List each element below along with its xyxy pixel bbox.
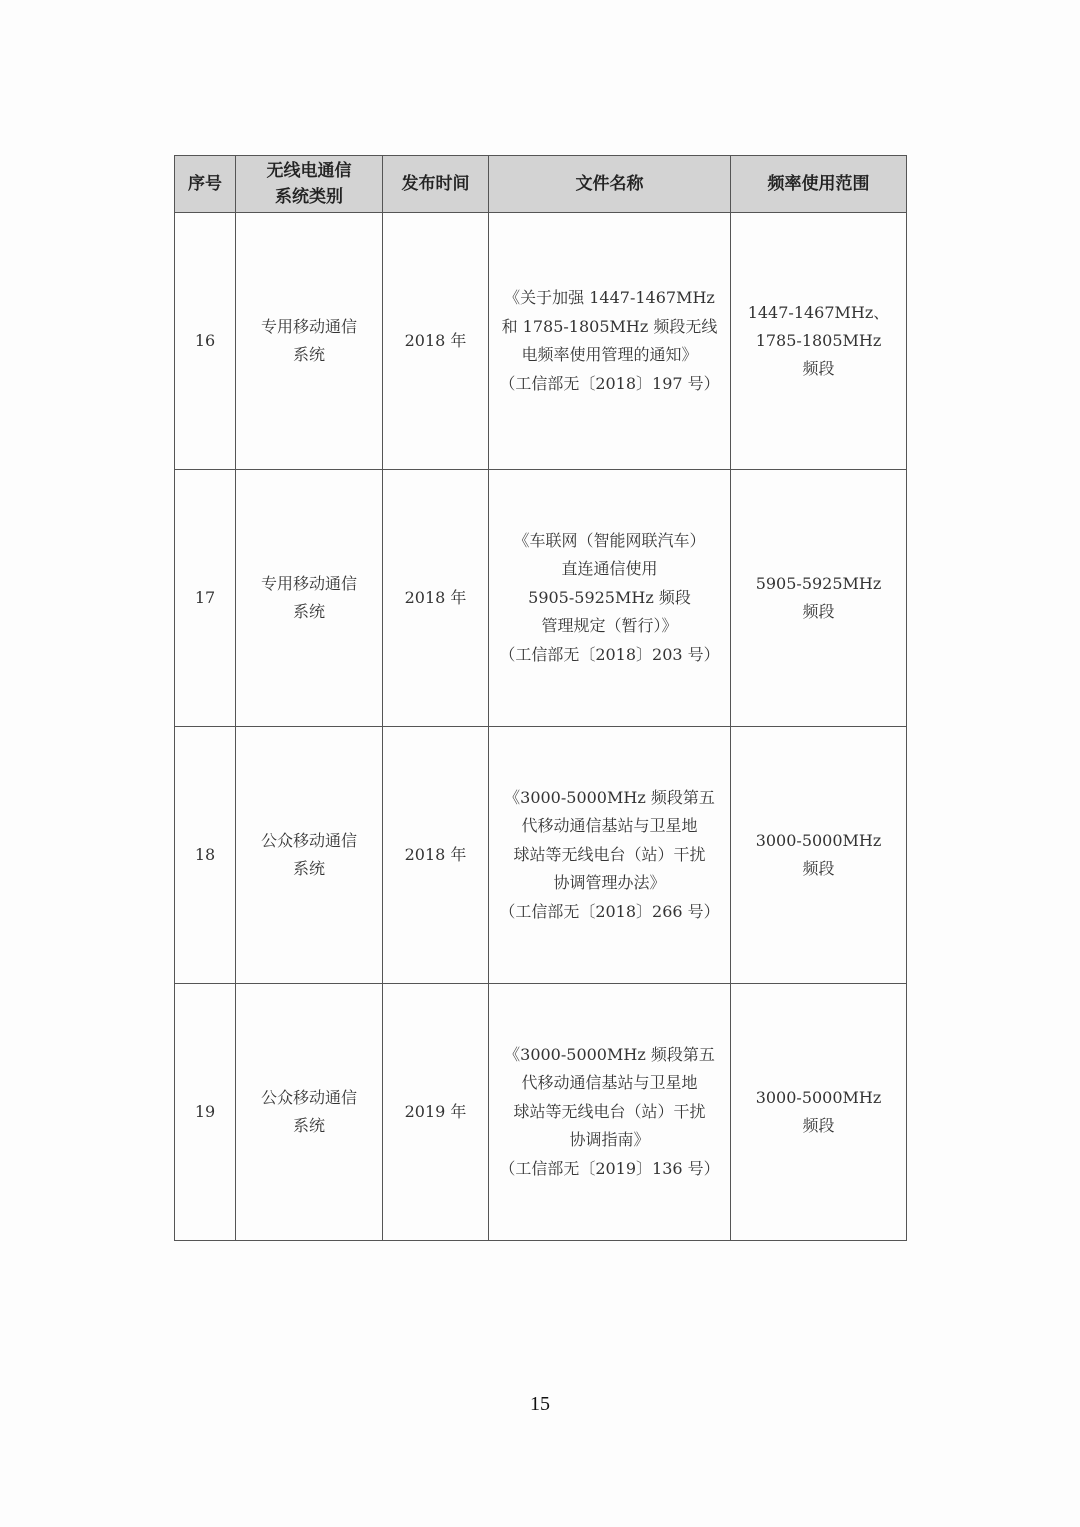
cell-category xyxy=(236,470,383,727)
doc-line: 电频率使用管理的通知》 xyxy=(521,345,698,364)
freq-line: 3000-5000MHz xyxy=(755,831,882,850)
cell-freq xyxy=(731,984,907,1241)
header-freq-range: 频率使用范围 xyxy=(731,156,907,213)
cell-freq xyxy=(731,213,907,470)
category-line: 系统 xyxy=(292,1116,325,1135)
category-line: 专用移动通信 xyxy=(260,317,357,336)
freq-line: 频段 xyxy=(802,602,835,621)
freq-line: 1785-1805MHz xyxy=(755,331,882,350)
doc-line: 《3000-5000MHz 频段第五 xyxy=(504,1044,715,1064)
cell-date: 2018 年 xyxy=(383,470,489,727)
category-line: 系统 xyxy=(292,345,325,364)
table-row xyxy=(175,213,907,470)
doc-line: 代移动通信基站与卫星地 xyxy=(521,816,698,836)
freq-line: 频段 xyxy=(802,1116,835,1135)
doc-line: 直连通信使用 xyxy=(561,559,658,579)
freq-line: 频段 xyxy=(802,359,835,378)
category-line: 公众移动通信 xyxy=(260,831,357,850)
header-category-line2: 系统类别 xyxy=(275,187,343,207)
doc-line: （工信部无〔2018〕203 号） xyxy=(499,644,720,664)
header-index: 序号 xyxy=(175,156,236,213)
cell-date: 2018 年 xyxy=(383,727,489,984)
table-row xyxy=(175,984,907,1241)
cell-category xyxy=(236,984,383,1241)
doc-line: 《关于加强 1447-1467MHz xyxy=(504,288,715,307)
category-line: 公众移动通信 xyxy=(260,1088,357,1107)
doc-line: 《车联网（智能网联汽车） xyxy=(513,530,706,550)
doc-line: 和 1785-1805MHz 频段无线 xyxy=(501,316,718,336)
doc-line: （工信部无〔2018〕266 号） xyxy=(499,901,720,921)
cell-freq xyxy=(731,727,907,984)
cell-category xyxy=(236,213,383,470)
category-line: 系统 xyxy=(292,602,325,621)
cell-doc-name xyxy=(489,470,731,727)
cell-date: 2018 年 xyxy=(383,213,489,470)
doc-line: （工信部无〔2018〕197 号） xyxy=(499,373,720,393)
table-row xyxy=(175,470,907,727)
doc-line: 管理规定（暂行）》 xyxy=(541,616,678,636)
cell-index: 16 xyxy=(175,213,236,470)
cell-category xyxy=(236,727,383,984)
header-category-line1: 无线电通信 xyxy=(266,161,352,181)
cell-doc-name xyxy=(489,984,731,1241)
cell-freq xyxy=(731,470,907,727)
cell-doc-name xyxy=(489,727,731,984)
freq-line: 1447-1467MHz、 xyxy=(747,303,890,322)
doc-line: 球站等无线电台（站）干扰 xyxy=(513,844,706,864)
frequency-regulation-table xyxy=(174,155,907,1241)
header-category xyxy=(236,156,383,213)
freq-line: 频段 xyxy=(802,859,835,878)
doc-line: 《3000-5000MHz 频段第五 xyxy=(504,787,715,807)
freq-line: 5905-5925MHz xyxy=(755,574,882,593)
table-row xyxy=(175,727,907,984)
doc-line: 代移动通信基站与卫星地 xyxy=(521,1073,698,1093)
cell-doc-name xyxy=(489,213,731,470)
doc-line: 5905-5925MHz 频段 xyxy=(528,587,691,607)
header-date: 发布时间 xyxy=(383,156,489,213)
cell-index: 18 xyxy=(175,727,236,984)
cell-date: 2019 年 xyxy=(383,984,489,1241)
cell-index: 17 xyxy=(175,470,236,727)
doc-line: 球站等无线电台（站）干扰 xyxy=(513,1101,706,1121)
table-header-row xyxy=(175,156,907,213)
doc-line: （工信部无〔2019〕136 号） xyxy=(499,1158,720,1178)
category-line: 专用移动通信 xyxy=(260,574,357,593)
doc-line: 协调指南》 xyxy=(569,1130,650,1150)
category-line: 系统 xyxy=(292,859,325,878)
doc-line: 协调管理办法》 xyxy=(553,873,666,893)
cell-index: 19 xyxy=(175,984,236,1241)
freq-line: 3000-5000MHz xyxy=(755,1088,882,1107)
page-number: 15 xyxy=(530,1393,550,1415)
header-doc-name: 文件名称 xyxy=(489,156,731,213)
